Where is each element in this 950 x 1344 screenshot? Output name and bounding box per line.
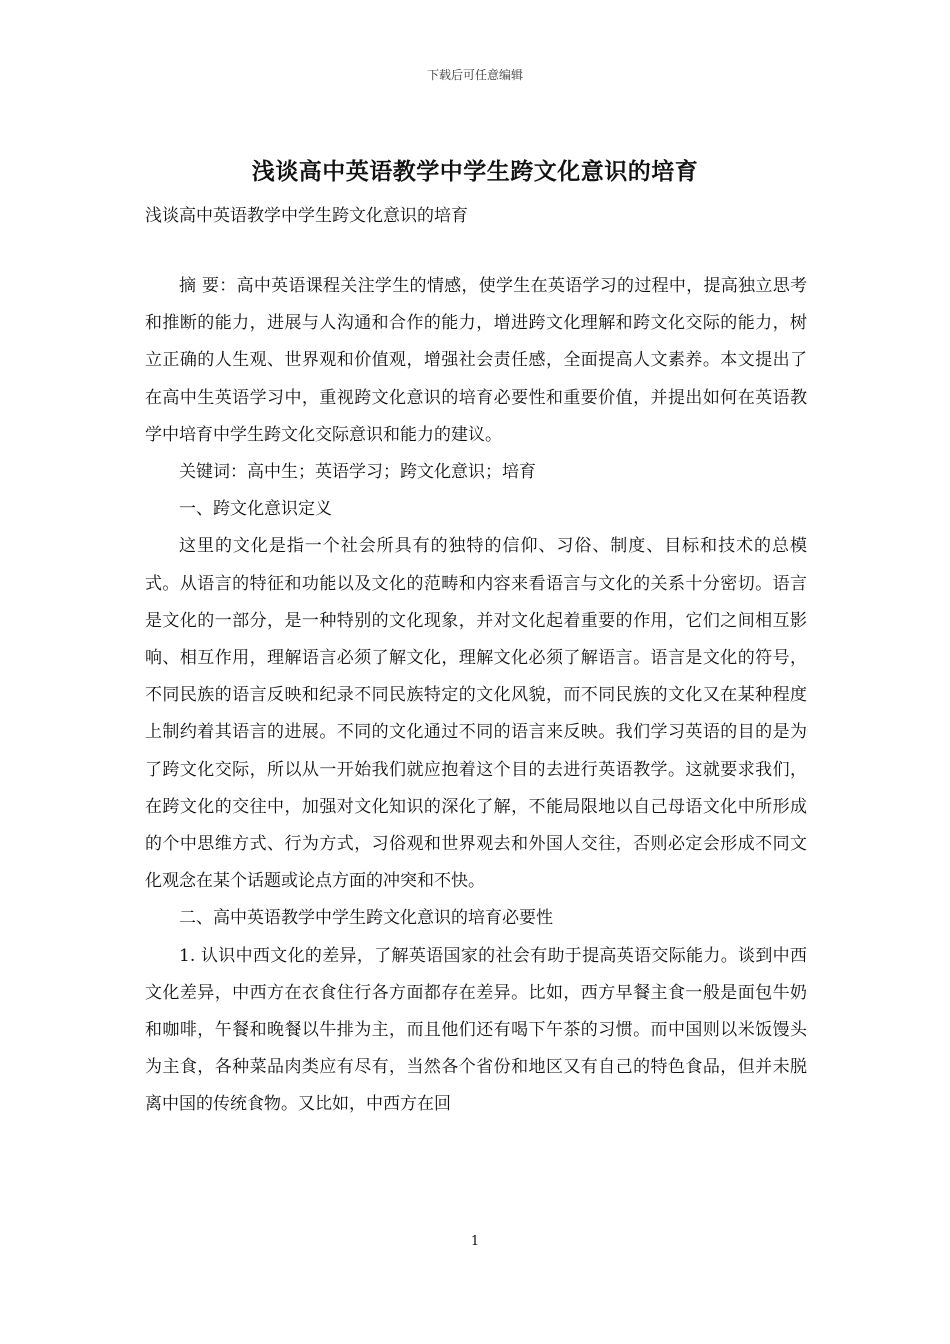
section-1-body: 这里的文化是指一个社会所具有的独特的信仰、习俗、制度、目标和技术的总模式。从语言的特征和功能以及文化的范畴和内容来看语言与文化的关系十分密切。语言是文化的一部分，是一种特别的文化现象，并对文化起着重要的作用，它们之间相互影响、相互作用，理解语言必须了解文化，理解文化必须了解语言。语言是文化的符号，不同民族的语言反映和纪录不同民族特定的文化风貌，而不同民族的文化又在某种程度上制约着其语言的进展。不同的文化通过不同的语言来反映。我们学习英语的目的是为了跨文化交际，所以从一开始我们就应抱着这个目的去进行英语教学。这就要求我们，在跨文化的交往中，加强对文化知识的深化了解，不能局限地以自己母语文化中所形成的个中思维方式、行为方式，习俗观和世界观去和外国人交往，否则必定会形成不同文化观念在某个话题或论点方面的冲突和不快。 xyxy=(145,536,807,892)
document-subtitle: 浅谈高中英语教学中学生跨文化意识的培育 xyxy=(145,206,468,226)
document-title: 浅谈高中英语教学中学生跨文化意识的培育 xyxy=(251,158,699,185)
keywords-paragraph: 关键词：高中生；英语学习；跨文化意识；培育 xyxy=(179,462,536,483)
section-2-heading: 二、高中英语教学中学生跨文化意识的培育必要性 xyxy=(179,908,553,929)
page-header-note: 下载后可任意编辑 xyxy=(426,68,523,82)
section-1-heading: 一、跨文化意识定义 xyxy=(179,499,332,520)
section-2-body: 1. 认识中西文化的差异，了解英语国家的社会有助于提高英语交际能力。谈到中西文化差异，中西方在衣食住行各方面都存在差异。比如，西方早餐主食一般是面包牛奶和咖啡，午餐和晚餐以牛排为主，而且他们还有喝下午茶的习惯。而中国则以米饭馒头为主食，各种菜品肉类应有尽有，当然各个省份和地区又有自己的特色食品，但并未脱离中国的传统食物。又比如，中西方在回 xyxy=(145,945,807,1115)
document-body xyxy=(145,268,807,1124)
page-number: 1 xyxy=(470,1234,480,1249)
abstract-paragraph: 摘 要：高中英语课程关注学生的情感，使学生在英语学习的过程中，提高独立思考和推断的能力，进展与人沟通和合作的能力，增进跨文化理解和跨文化交际的能力，树立正确的人生观、世界观和价值观，增强社会责任感，全面提高人文素养。本文提出了在高中生英语学习中，重视跨文化意识的培育必要性和重要价值，并提出如何在英语教学中培育中学生跨文化交际意识和能力的建议。 xyxy=(145,276,807,445)
